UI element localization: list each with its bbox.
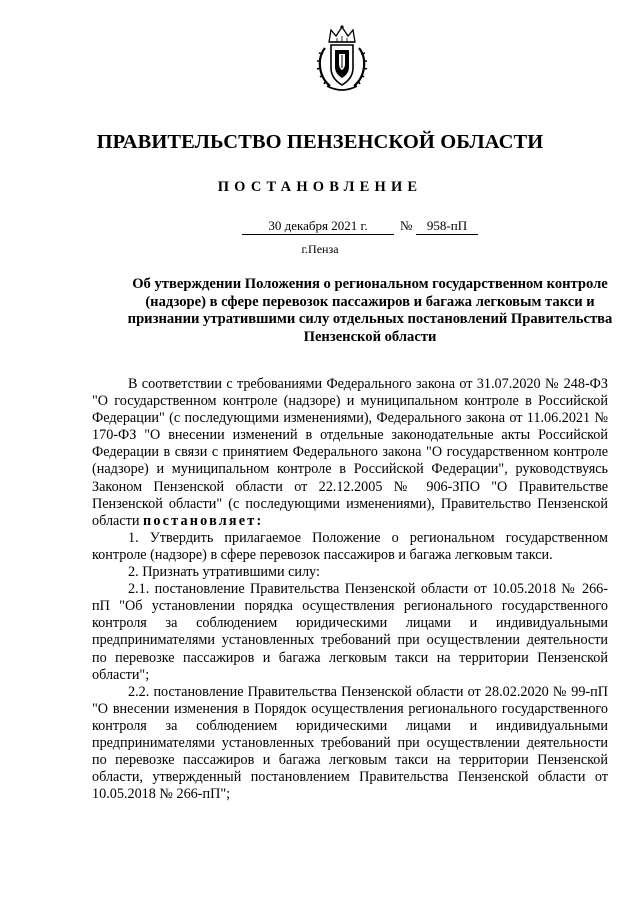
item-1: 1. Утвердить прилагаемое Положение о региональном государственном контроле (надзоре) в сфере перевозок пассажиров и багажа легковым такси. [92, 529, 608, 563]
coat-of-arms-icon [315, 24, 369, 92]
document-date: 30 декабря 2021 г. [242, 217, 394, 235]
document-number: 958-пП [416, 217, 478, 235]
decree-word: постановляет: [142, 512, 264, 529]
item-2-2: 2.2. постановление Правительства Пензенской области от 28.02.2020 № 99-пП "О внесении изменения в Порядок осуществления регионального государственного контроля за соблюдением юридическими лицами и индивидуальными предпринимателями установленных требований при осуществлении деятельности по перевозке пассажиров и багажа легковым такси на территории Пензенской области, утвержденный постановлением Правительства Пензенской области от 10.05.2018 № 266-пП"; [92, 683, 608, 803]
preamble-paragraph [92, 376, 608, 530]
document-subject: Об утверждении Положения о региональном государственном контроле (надзоре) в сфере перевозок пассажиров и багажа легковым такси и признании утратившими силу отдельных постановлений Правительства Пензенской области [127, 276, 613, 345]
item-2-1: 2.1. постановление Правительства Пензенской области от 10.05.2018 № 266-пП "Об установлении порядка осуществления регионального государственного контроля за соблюдением юридическими лицами и индивидуальными предпринимателями установленных требований при осуществлении деятельности по перевозке пассажиров и багажа легковым такси на территории Пензенской области"; [92, 581, 608, 683]
document-meta [0, 217, 640, 237]
document-body [92, 376, 608, 803]
item-2: 2. Признать утратившими силу: [128, 564, 320, 581]
document-city: г.Пенза [301, 242, 339, 256]
document-type: ПОСТАНОВЛЕНИЕ [217, 179, 423, 195]
preamble-text: В соответствии с требованиями Федерального закона от 31.07.2020 № 248-ФЗ "О государственном контроле (надзоре) и муниципальном контроле в Российской Федерации" (с последующими изменениями), Федерального закона от 11.06.2021 № 170-ФЗ "О внесении изменений в отдельные законодательные акты Российской Федерации в связи с принятием Федерального закона "О государственном контроле (надзоре) и муниципальном контроле в Российской Федерации", руководствуясь Законом Пензенской области от 22.12.2005 № 906-ЗПО "О Правительстве Пензенской области" (с последующими изменениями), Правительство Пензенской области [92, 376, 608, 529]
government-title: ПРАВИТЕЛЬСТВО ПЕНЗЕНСКОЙ ОБЛАСТИ [96, 131, 544, 153]
number-sign: № [400, 218, 413, 233]
